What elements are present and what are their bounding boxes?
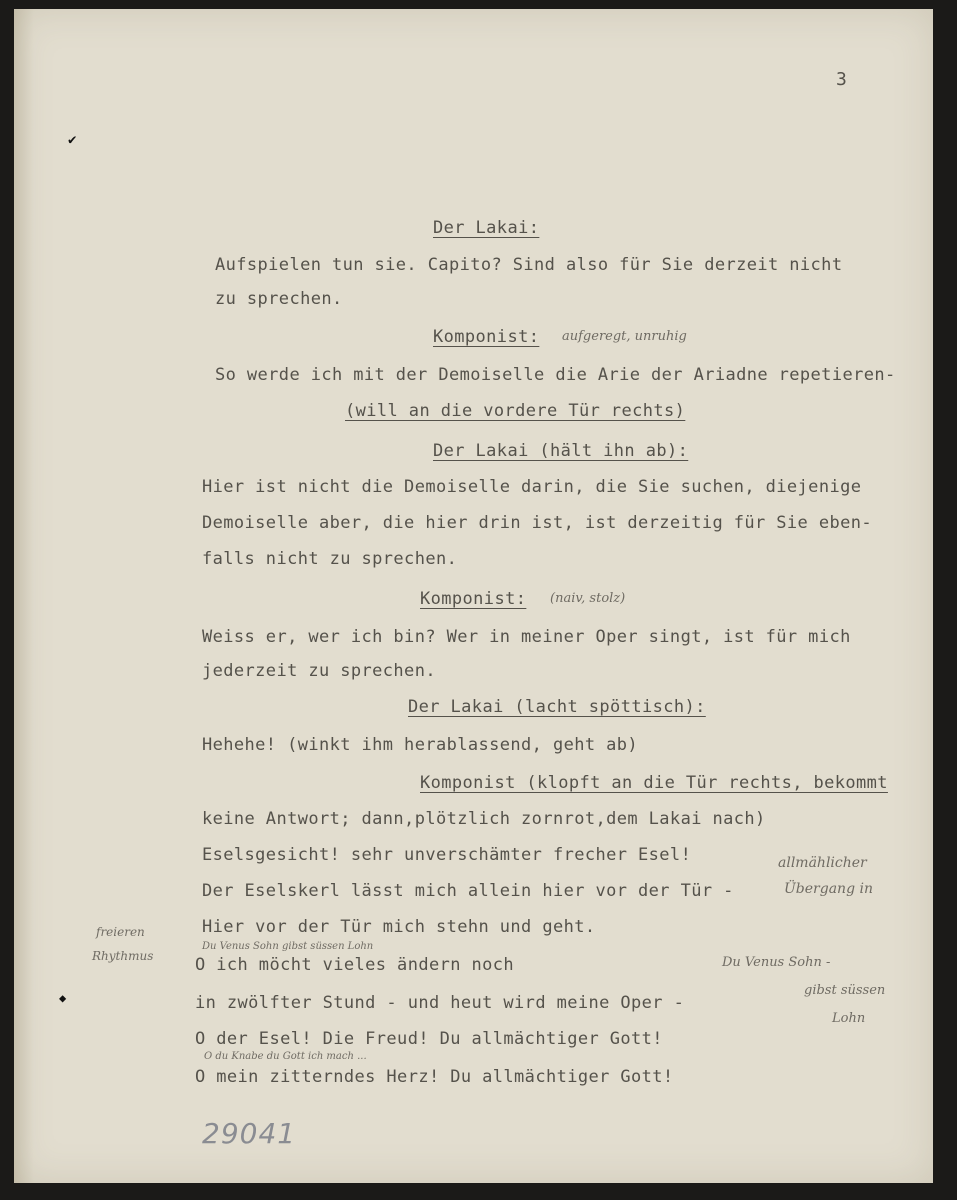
dialogue-line: zu sprechen.	[215, 289, 343, 309]
dialogue-line: Hehehe! (winkt ihm herablassend, geht ab)	[202, 735, 639, 755]
dialogue-line: Eselsgesicht! sehr unverschämter frecher Esel!	[202, 845, 692, 865]
dialogue-line: in zwölfter Stund - und heut wird meine Oper -	[195, 993, 685, 1013]
speaker-heading: Komponist (klopft an die Tür rechts, bekommt	[420, 773, 888, 793]
margin-note: gibst süssen	[804, 983, 886, 998]
handwritten-note: aufgeregt, unruhig	[562, 329, 687, 344]
dialogue-line: So werde ich mit der Demoiselle die Arie der Ariadne repetieren-	[215, 365, 896, 385]
margin-note: Du Venus Sohn -	[722, 955, 831, 970]
stage-direction: (will an die vordere Tür rechts)	[345, 401, 686, 421]
binding-mark-bottom: ◆	[59, 991, 67, 1005]
dialogue-line: Der Eselskerl lässt mich allein hier vor der Tür -	[202, 881, 734, 901]
dialogue-line: Hier vor der Tür mich stehn und geht.	[202, 917, 596, 937]
margin-note: Lohn	[832, 1011, 866, 1026]
dialogue-line: Hier ist nicht die Demoiselle darin, die Sie suchen, diejenige	[202, 477, 862, 497]
document-page	[14, 9, 933, 1183]
page-number: 3	[836, 69, 848, 90]
dialogue-line: jederzeit zu sprechen.	[202, 661, 436, 681]
speaker-heading: Der Lakai (lacht spöttisch):	[408, 697, 706, 717]
speaker-heading: Der Lakai (hält ihn ab):	[433, 441, 689, 461]
dialogue-line: Demoiselle aber, die hier drin ist, ist derzeitig für Sie eben-	[202, 513, 872, 533]
dialogue-line: O der Esel! Die Freud! Du allmächtiger Gott!	[195, 1029, 663, 1049]
dialogue-line: O ich möcht vieles ändern noch	[195, 955, 515, 975]
binding-mark-top: ✔	[68, 132, 77, 148]
paper-edge-shadow	[14, 9, 34, 1183]
margin-note: allmählicher	[778, 855, 867, 871]
margin-note: Rhythmus	[92, 949, 154, 963]
dialogue-line: O mein zitterndes Herz! Du allmächtiger Gott!	[195, 1067, 674, 1087]
handwritten-interlinear: Du Venus Sohn gibst süssen Lohn	[202, 941, 374, 952]
dialogue-line: Weiss er, wer ich bin? Wer in meiner Oper singt, ist für mich	[202, 627, 851, 647]
speaker-heading: Komponist:	[420, 589, 527, 609]
speaker-heading: Komponist:	[433, 327, 540, 347]
dialogue-line: Aufspielen tun sie. Capito? Sind also für Sie derzeit nicht	[215, 255, 843, 275]
margin-note: freieren	[96, 925, 145, 939]
handwritten-interlinear: O du Knabe du Gott ich mach ...	[204, 1051, 367, 1062]
catalog-number: 29041	[202, 1117, 297, 1150]
speaker-heading: Der Lakai:	[433, 218, 540, 238]
stage-direction: keine Antwort; dann,plötzlich zornrot,dem Lakai nach)	[202, 809, 766, 829]
handwritten-note: (naiv, stolz)	[550, 591, 626, 606]
margin-note: Übergang in	[784, 881, 873, 897]
dialogue-line: falls nicht zu sprechen.	[202, 549, 458, 569]
